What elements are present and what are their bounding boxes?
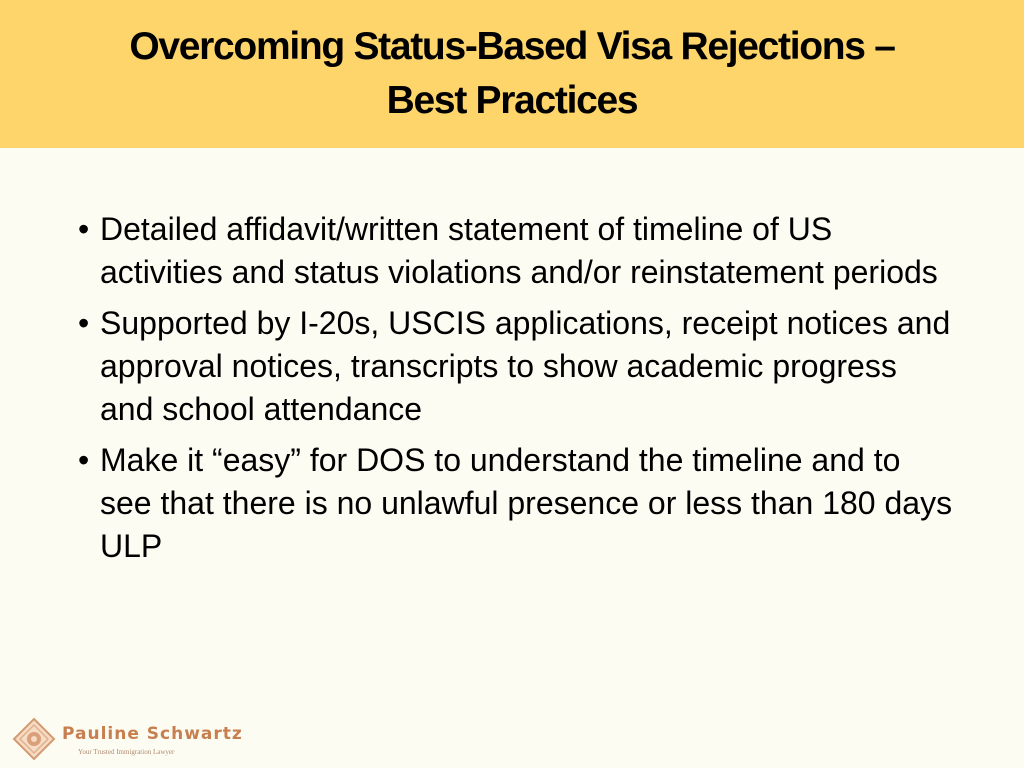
firm-logo bbox=[12, 714, 252, 764]
logo-name: Pauline Schwartz bbox=[62, 724, 243, 744]
slide-title bbox=[62, 20, 962, 128]
logo-tagline: Your Trusted Immigration Lawyer bbox=[78, 748, 175, 756]
bullet-item-supporting-documents bbox=[78, 302, 958, 431]
bullet-item-timeline bbox=[78, 439, 958, 568]
bullet-text: Supported by I-20s, USCIS applications, receipt notices and approval notices, transcripts to show academic progress and school attendance bbox=[100, 305, 951, 427]
diamond-emblem-icon bbox=[12, 717, 56, 761]
title-banner bbox=[0, 0, 1024, 148]
bullet-icon: • bbox=[78, 305, 90, 341]
slide-body bbox=[78, 208, 958, 576]
bullet-text: Detailed affidavit/written statement of timeline of US activities and status violations and/or reinstatement periods bbox=[100, 211, 938, 290]
bullet-list bbox=[78, 208, 958, 568]
bullet-text: Make it “easy” for DOS to understand the timeline and to see that there is no unlawful presence or less than 180 days ULP bbox=[100, 442, 953, 564]
slide-title-line-1: Overcoming Status-Based Visa Rejections – bbox=[129, 25, 895, 68]
slide-title-line-2: Best Practices bbox=[386, 79, 638, 122]
bullet-icon: • bbox=[78, 211, 90, 247]
bullet-item-affidavit bbox=[78, 208, 958, 294]
bullet-icon: • bbox=[78, 442, 90, 478]
